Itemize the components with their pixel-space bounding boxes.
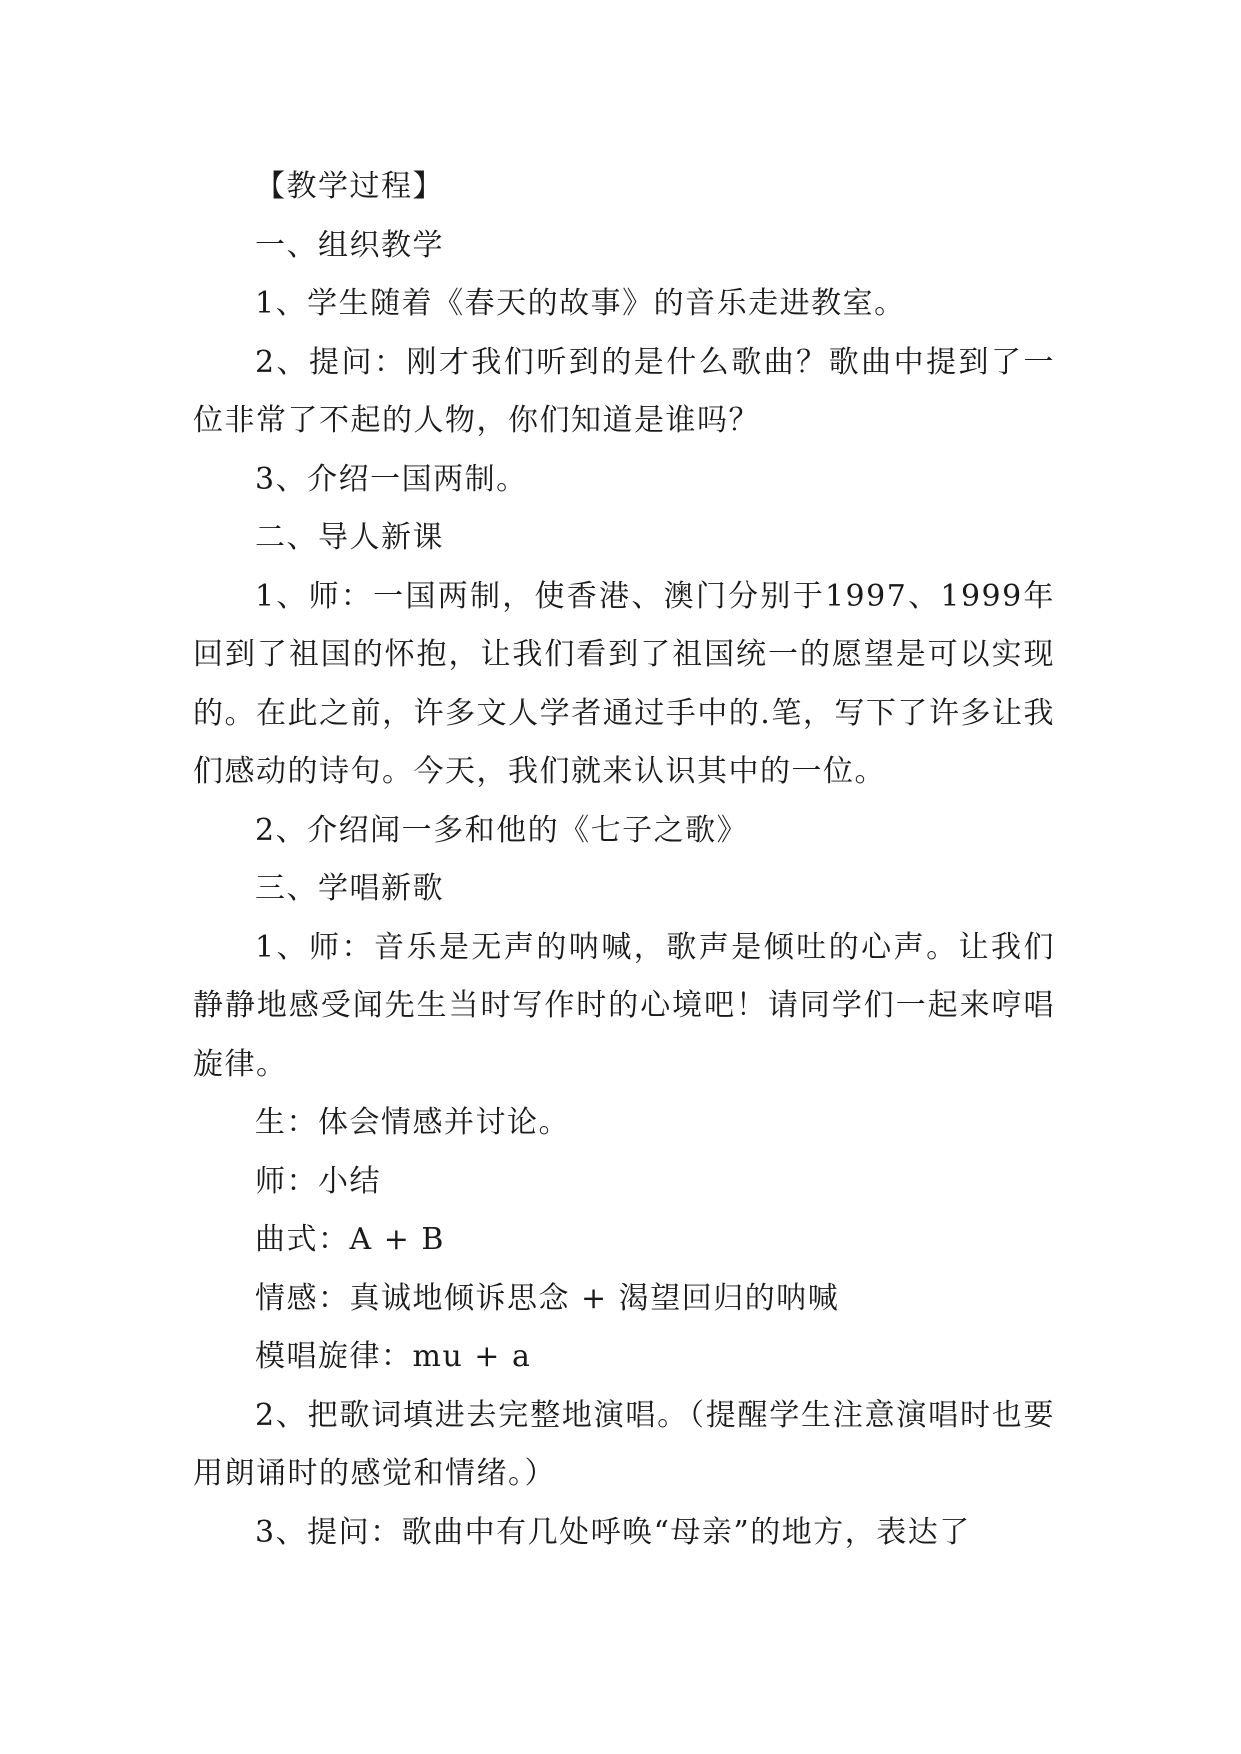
document-body [193, 158, 1055, 1562]
paragraph: 模唱旋律：mu + a [255, 1339, 532, 1374]
paragraph: 1、学生随着《春天的故事》的音乐走进教室。 [255, 286, 906, 321]
section-heading-learn-song: 三、学唱新歌 [255, 871, 444, 906]
paragraph: 3、介绍一国两制。 [255, 461, 528, 497]
paragraph: 1、师：音乐是无声的呐喊，歌声是倾吐的心声。让我们静静地感受闻先生当时写作时的心境吧！请同学们一起来哼唱旋律。 [193, 929, 1055, 1082]
section-heading-new-lesson: 二、导人新课 [255, 520, 444, 555]
paragraph: 师：小结 [255, 1163, 381, 1199]
paragraph: 2、介绍闻一多和他的《七子之歌》 [255, 812, 749, 848]
paragraph: 2、把歌词填进去完整地演唱。（提醒学生注意演唱时也要用朗诵时的感觉和情绪。） [193, 1397, 1055, 1491]
paragraph: 2、提问：刚才我们听到的是什么歌曲？歌曲中提到了一位非常了不起的人物，你们知道是谁吗？ [193, 344, 1055, 438]
paragraph: 3、提问：歌曲中有几处呼唤“母亲”的地方，表达了 [255, 1514, 971, 1550]
paragraph: 曲式：A + B [255, 1222, 445, 1257]
section-heading-teaching-process: 【教学过程】 [255, 169, 444, 204]
paragraph: 情感：真诚地倾诉思念 + 渴望回归的呐喊 [255, 1280, 840, 1316]
paragraph: 1、师：一国两制，使香港、澳门分别于1997、1999年回到了祖国的怀抱，让我们看到了祖国统一的愿望是可以实现的。在此之前，许多文人学者通过手中的.笔，写下了许多让我们感动的诗句。今天，我们就来认识其中的一位。 [193, 578, 1055, 789]
paragraph: 生：体会情感并讨论。 [255, 1105, 570, 1140]
section-heading-organize-teaching: 一、组织教学 [255, 227, 444, 263]
